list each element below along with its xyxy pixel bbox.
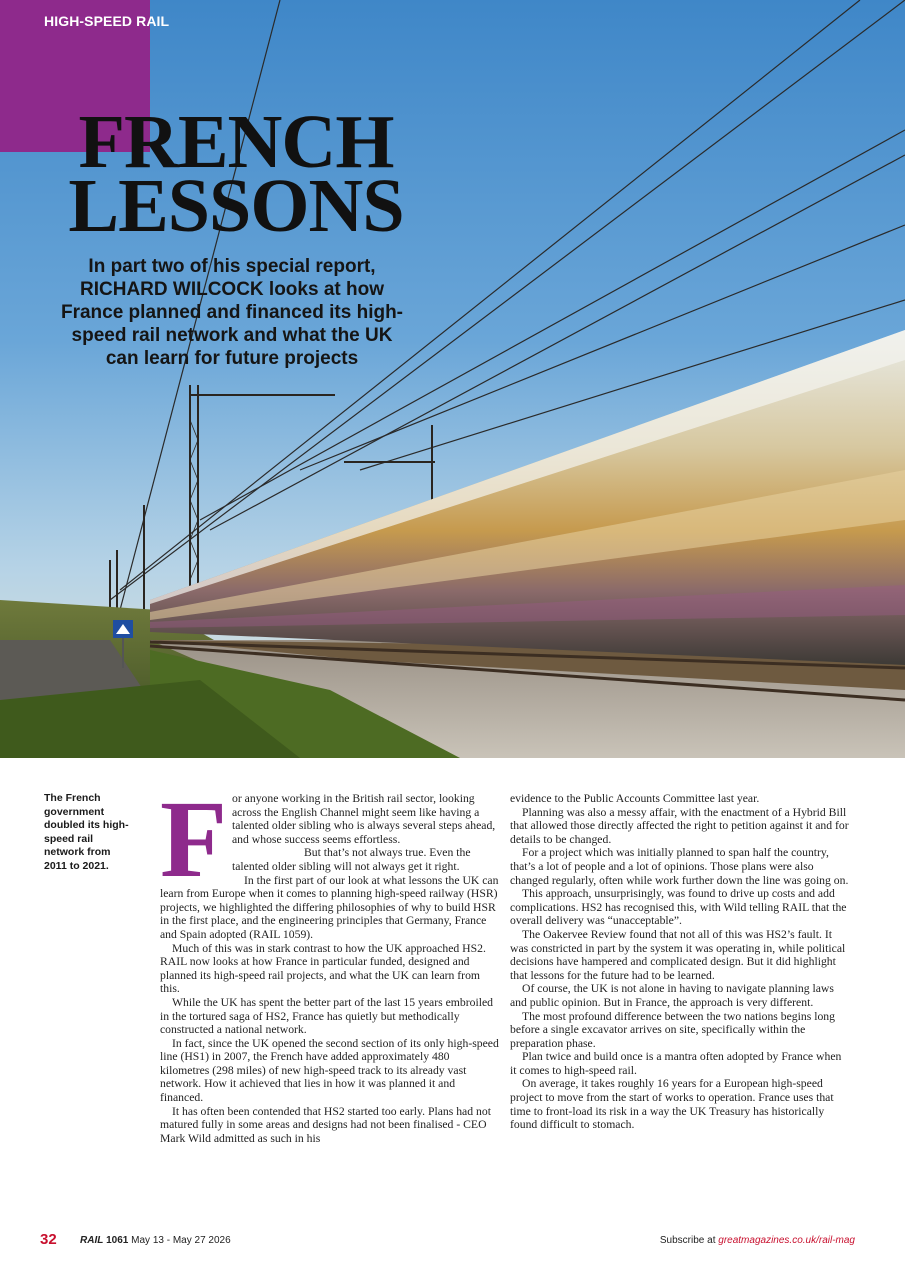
paragraph: In the first part of our look at what lessons the UK can learn from Europe when it comes to planning high-speed railway (HSR) projects, we highlighted the differing philosophies of why to build HSR in the first place, and the engineering principles that Germany, France and Spain adopted (RAIL 1059). <box>160 873 499 941</box>
section-label: HIGH-SPEED RAIL <box>44 13 170 29</box>
photo-caption: The French government doubled its high-speed rail network from 2011 to 2021. <box>44 792 129 872</box>
issue-number: 1061 <box>106 1235 129 1246</box>
paragraph: Planning was also a messy affair, with the enactment of a Hybrid Bill that allowed those directly affected the right to petition against it and for details to be changed. <box>510 805 849 846</box>
article-column-1 <box>160 778 500 1145</box>
subscribe-line <box>660 1235 855 1246</box>
paragraph: Much of this was in stark contrast to how the UK approached HS2. RAIL now looks at how France in particular funded, designed and planned its high-speed rail projects, and what the UK can learn from this. <box>160 941 486 996</box>
subscribe-prefix: Subscribe at <box>659 1235 719 1246</box>
page-number: 32 <box>40 1231 57 1248</box>
issue-info <box>80 1235 231 1246</box>
paragraph: While the UK has spent the better part of the last 15 years embroiled in the tortured saga of HS2, France has quietly but methodically constructed a national network. <box>160 995 493 1037</box>
magazine-name: RAIL <box>80 1235 104 1246</box>
headline-line-2: LESSONS <box>68 164 404 248</box>
subscribe-link[interactable]: greatmagazines.co.uk/rail-mag <box>718 1235 855 1246</box>
article-column-2 <box>510 792 850 1132</box>
paragraph: evidence to the Public Accounts Committee last year. <box>510 792 760 805</box>
paragraph: Of course, the UK is not alone in having to navigate planning laws and public opinion. But in France, the approach is very different. <box>510 982 834 1009</box>
paragraph: Plan twice and build once is a mantra often adopted by France when it comes to high-speed rail. <box>510 1050 842 1077</box>
paragraph: The most profound difference between the two nations begins long before a single excavator arrives on site, specifically within the preparation phase. <box>510 1009 835 1050</box>
standfirst: In part two of his special report, RICHARD WILCOCK looks at how France planned and financed its high-speed rail network and what the UK can learn for future projects <box>60 256 404 369</box>
headline <box>56 100 416 248</box>
paragraph-text: But that’s not always true. Even the talented older sibling will not always get it right. <box>232 846 471 873</box>
paragraph: The Oakervee Review found that not all of this was HS2’s fault. It was constricted in part by the system it was operating in, while political decisions have hampered and complicated design. But it did highlight that lessons for the future had to be learned. <box>510 927 846 982</box>
issue-dates: May 13 - May 27 2026 <box>131 1235 231 1246</box>
headline-line-1: FRENCH <box>78 100 394 184</box>
drop-cap: F <box>160 778 228 900</box>
paragraph-text: or anyone working in the British rail sector, looking across the English Channel might seem like having a talented older sibling who is always several steps ahead, and whose success seems effortless. <box>232 792 496 846</box>
paragraph: For a project which was initially planned to span half the country, that’s a lot of people and a lot of opinions. Those plans were also changed regularly, often while work further down the line was going on. <box>510 846 849 887</box>
paragraph: It has often been contended that HS2 started too early. Plans had not matured fully in some areas and designs had not been finalised - CEO Mark Wild admitted as such in his <box>160 1104 491 1145</box>
page-footer <box>40 1233 855 1253</box>
paragraph: This approach, unsurprisingly, was found to drive up costs and add complications. HS2 has recognised this, with Wild telling RAIL that the overall delivery was “unacceptable”. <box>510 887 847 928</box>
paragraph: In fact, since the UK opened the second section of its only high-speed line (HS1) in 2007, the French have added approximately 480 kilometres (298 miles) of new high-speed track to its already vast network. How it achieved that lies in how it was planned it and financed. <box>160 1036 499 1105</box>
paragraph: On average, it takes roughly 16 years for a European high-speed project to move from the start of works to operation. France uses that time to front-load its risk in a way the UK Treasury has historically found difficult to stomach. <box>510 1077 834 1132</box>
